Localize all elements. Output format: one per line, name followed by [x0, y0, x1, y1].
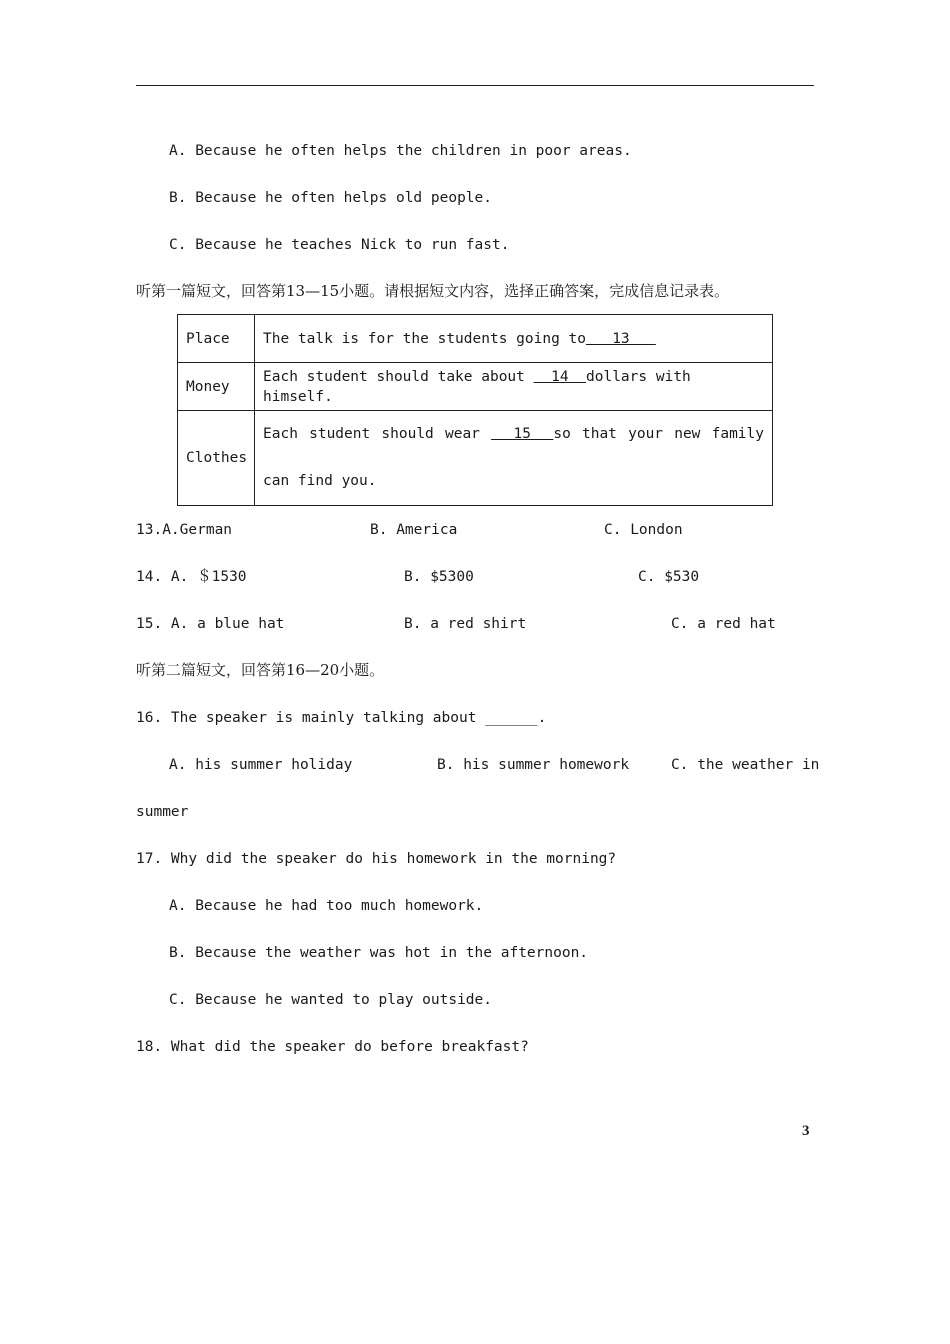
- q13-option-a: 13.A.German: [136, 522, 233, 538]
- table-label-place: Place: [178, 315, 255, 363]
- q13-option-c: C. London: [604, 522, 683, 538]
- q14-option-c: C. $530: [638, 569, 700, 585]
- q17-option-c: C. Because he wanted to play outside.: [169, 992, 493, 1008]
- info-record-table: [177, 314, 773, 506]
- q16-option-b: B. his summer homework: [437, 757, 630, 773]
- page-number: 3: [802, 1123, 810, 1139]
- q17-stem: 17. Why did the speaker do his homework in the morning?: [136, 851, 617, 867]
- table-label-money: Money: [178, 363, 255, 411]
- blank-13: 13: [586, 330, 656, 347]
- table-text-clothes: Each student should wear: [263, 426, 492, 442]
- q14-option-b: B. $5300: [404, 569, 474, 585]
- table-label-clothes: Clothes: [178, 411, 255, 506]
- table-row-clothes: [178, 411, 773, 506]
- q15-option-b: B. a red shirt: [404, 616, 527, 632]
- table-content-clothes: [255, 411, 773, 506]
- section1-instruction: 听第一篇短文，回答第13—15小题。请根据短文内容，选择正确答案，完成信息记录表。: [136, 282, 730, 300]
- table-row-money: [178, 363, 773, 411]
- table-content-money: [255, 363, 773, 411]
- table-text-money: Each student should take about: [263, 368, 534, 385]
- table-text-money-after: dollars with himself.: [263, 368, 691, 405]
- table-row-place: [178, 315, 773, 363]
- q13-option-b: B. America: [370, 522, 458, 538]
- q17-option-b: B. Because the weather was hot in the afternoon.: [169, 945, 589, 961]
- q17-option-a: A. Because he had too much homework.: [169, 898, 484, 914]
- q16-stem: 16. The speaker is mainly talking about ______.: [136, 710, 547, 726]
- header-rule: [136, 85, 814, 86]
- q16-option-c-continued: summer: [136, 804, 189, 820]
- table-text-place: The talk is for the students going to: [263, 330, 587, 347]
- q18-stem: 18. What did the speaker do before breakfast?: [136, 1039, 529, 1055]
- q15-option-a: 15. A. a blue hat: [136, 616, 285, 632]
- q12-option-b: B. Because he often helps old people.: [169, 190, 493, 206]
- q12-option-c: C. Because he teaches Nick to run fast.: [169, 237, 510, 253]
- q16-option-a: A. his summer holiday: [169, 757, 353, 773]
- section2-instruction: 听第二篇短文，回答第16—20小题。: [136, 661, 385, 679]
- q12-option-a: A. Because he often helps the children in poor areas.: [169, 143, 632, 159]
- table-content-place: [255, 315, 773, 363]
- table-text-clothes-after: so that your new family can find you.: [263, 426, 764, 489]
- q14-option-a: 14. A. ＄1530: [136, 569, 247, 585]
- q15-option-c: C. a red hat: [671, 616, 776, 632]
- blank-15: 15: [491, 426, 554, 442]
- blank-14: 14: [533, 368, 587, 385]
- q16-option-c: C. the weather in: [671, 757, 820, 773]
